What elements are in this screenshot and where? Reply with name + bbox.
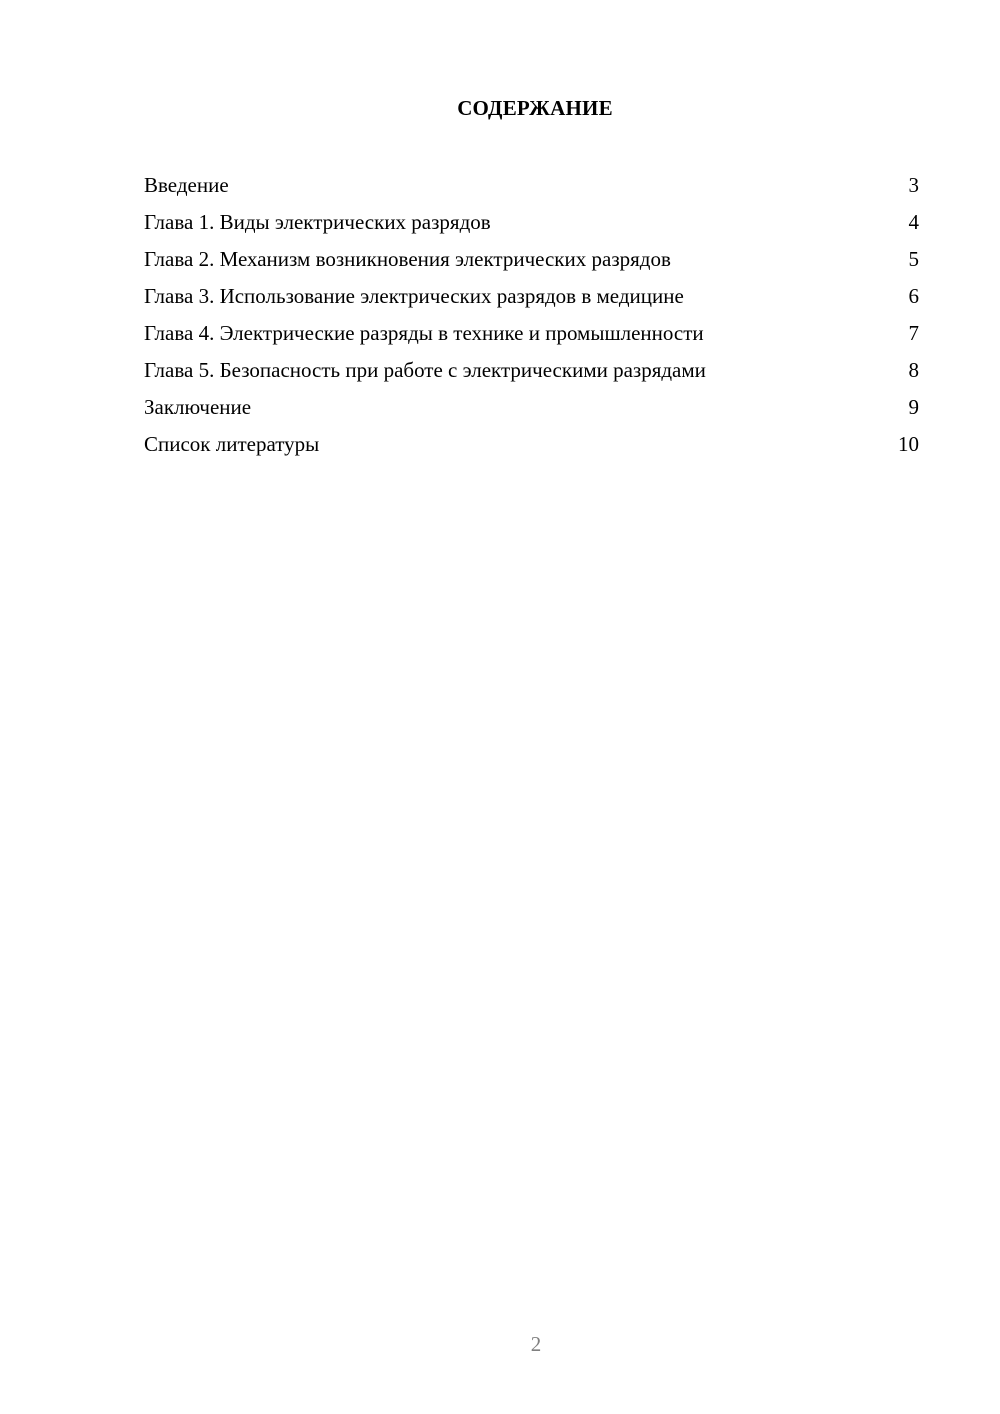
toc-item-label: Список литературы (144, 432, 320, 456)
toc-item-conclusion[interactable] (144, 392, 919, 429)
page-title: СОДЕРЖАНИЕ (457, 96, 613, 120)
toc-item-page: 6 (908, 284, 919, 308)
toc-item-chapter-2[interactable] (144, 244, 919, 281)
toc-item-references[interactable] (144, 429, 919, 466)
toc-item-page: 10 (898, 432, 919, 456)
toc-item-page: 9 (908, 395, 919, 419)
table-of-contents (144, 170, 919, 466)
toc-item-introduction[interactable] (144, 170, 919, 207)
toc-item-label: Введение (144, 173, 229, 197)
page-number: 2 (530, 1332, 542, 1356)
toc-item-page: 3 (908, 173, 919, 197)
toc-item-chapter-3[interactable] (144, 281, 919, 318)
toc-item-page: 7 (908, 321, 919, 345)
toc-item-page: 4 (908, 210, 919, 234)
toc-item-chapter-4[interactable] (144, 318, 919, 355)
toc-item-page: 5 (908, 247, 919, 271)
toc-item-chapter-1[interactable] (144, 207, 919, 244)
toc-item-label: Глава 5. Безопасность при работе с электрическими разрядами (144, 358, 706, 382)
toc-item-label: Глава 1. Виды электрических разрядов (144, 210, 491, 234)
toc-item-page: 8 (908, 358, 919, 382)
toc-item-chapter-5[interactable] (144, 355, 919, 392)
toc-item-label: Глава 2. Механизм возникновения электрических разрядов (144, 247, 671, 271)
toc-item-label: Заключение (144, 395, 252, 419)
toc-item-label: Глава 3. Использование электрических разрядов в медицине (144, 284, 684, 308)
toc-item-label: Глава 4. Электрические разряды в технике и промышленности (144, 321, 704, 345)
